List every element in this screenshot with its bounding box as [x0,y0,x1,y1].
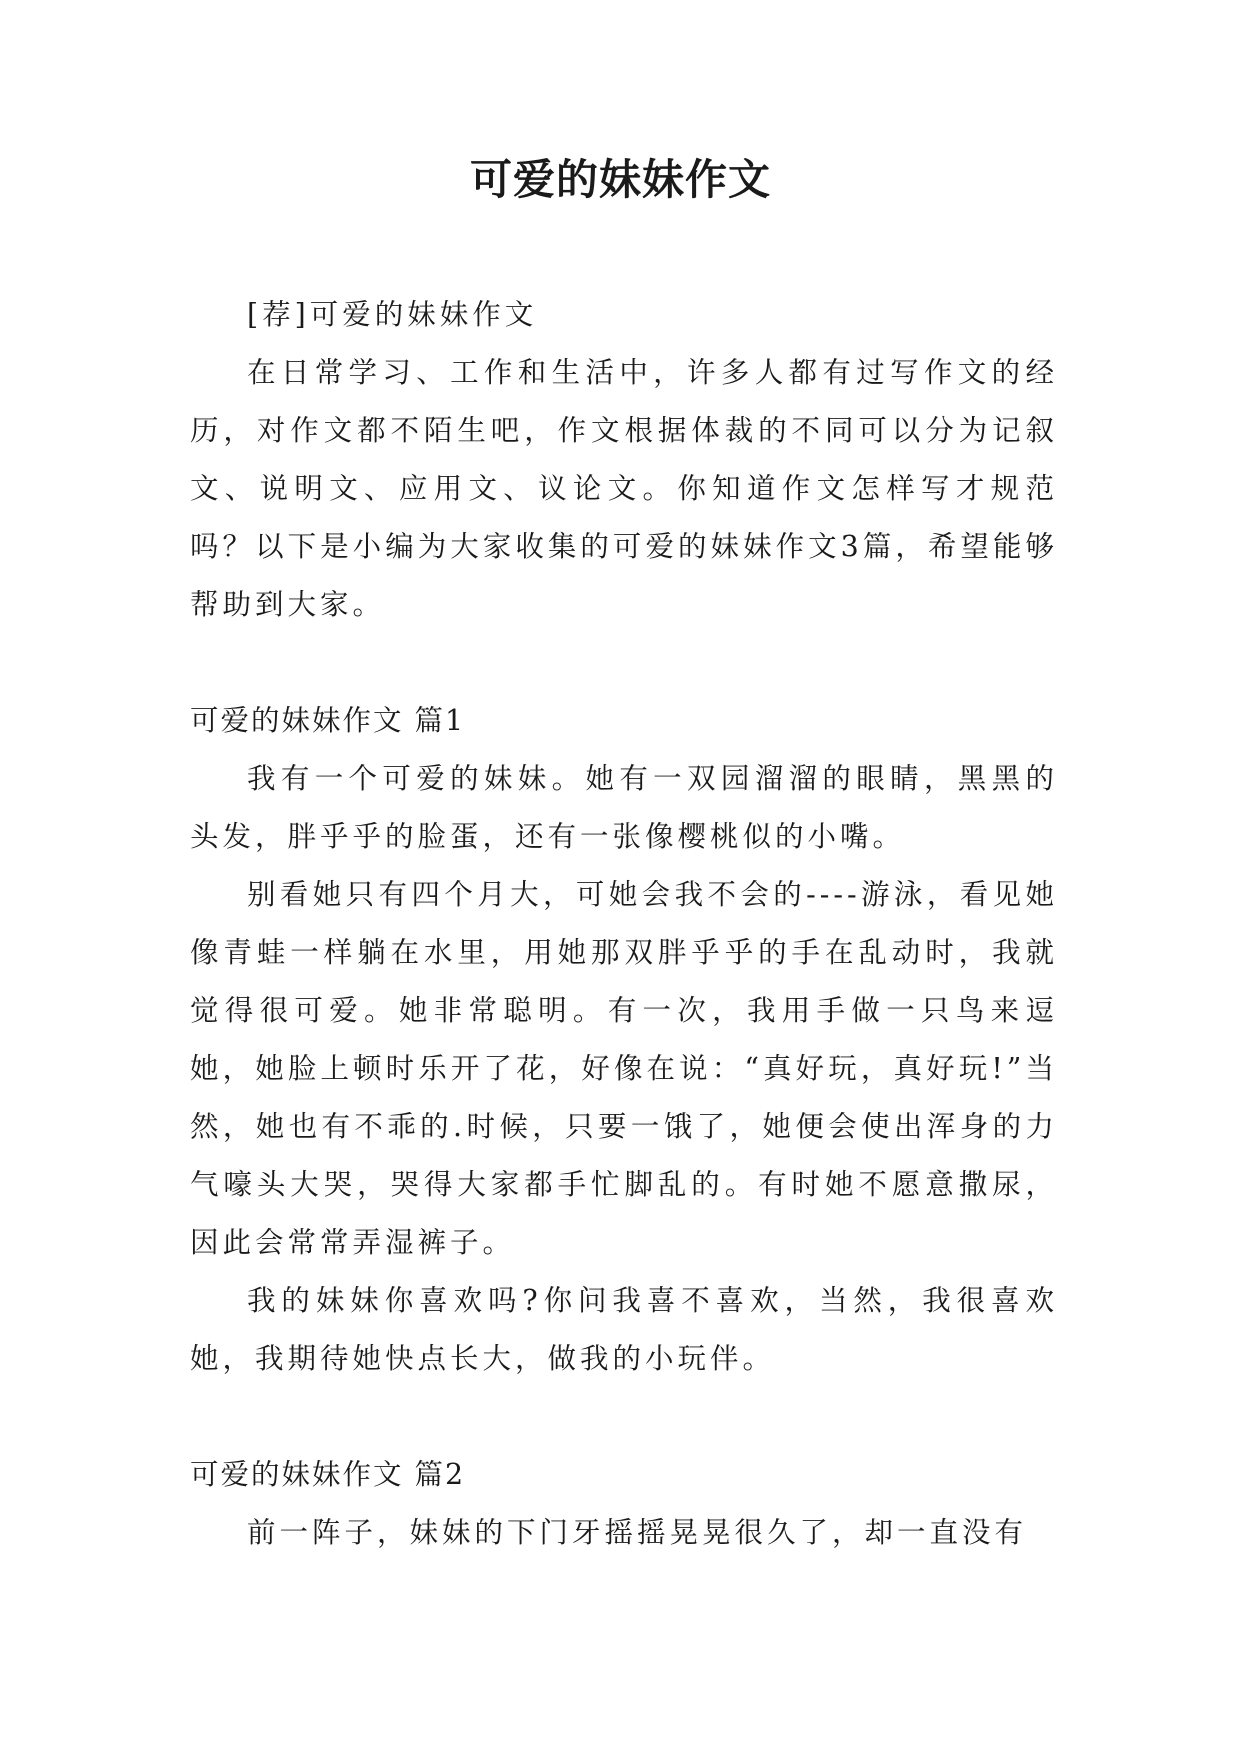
section-1-paragraph-1: 我有一个可爱的妹妹。她有一双园溜溜的眼睛，黑黑的头发，胖乎乎的脸蛋，还有一张像樱桃似的小嘴。 [190,762,1058,853]
section-1-paragraph-2: 别看她只有四个月大，可她会我不会的----游泳，看见她像青蛙一样躺在水里，用她那双胖乎乎的手在乱动时，我就觉得很可爱。她非常聪明。有一次，我用手做一只鸟来逗她，她脸上顿时乐开了花，好像在说：“真好玩，真好玩!”当然，她也有不乖的.时候，只要一饿了，她便会使出浑身的力气嚎头大哭，哭得大家都手忙脚乱的。有时她不愿意撒尿，因此会常常弄湿裤子。 [190,878,1058,1259]
section-gap [190,1388,1058,1446]
section-heading-2: 可爱的妹妹作文 篇2 [190,1458,466,1491]
section-1-paragraph-3: 我的妹妹你喜欢吗?你问我喜不喜欢，当然，我很喜欢她，我期待她快点长大，做我的小玩伴。 [190,1284,1058,1375]
section-heading-1: 可爱的妹妹作文 篇1 [190,704,466,737]
document-title: 可爱的妹妹作文 [469,155,771,204]
intro-paragraph: 在日常学习、工作和生活中，许多人都有过写作文的经历，对作文都不陌生吧，作文根据体裁的不同可以分为记叙文、说明文、应用文、议论文。你知道作文怎样写才规范吗？以下是小编为大家收集的可爱的妹妹作文3篇，希望能够帮助到大家。 [190,356,1058,621]
intro-subtitle: [荐]可爱的妹妹作文 [247,298,538,331]
document-body [190,286,1058,1562]
section-gap [190,634,1058,692]
section-2-paragraph-1: 前一阵子，妹妹的下门牙摇摇晃晃很久了，却一直没有 [247,1516,1028,1549]
